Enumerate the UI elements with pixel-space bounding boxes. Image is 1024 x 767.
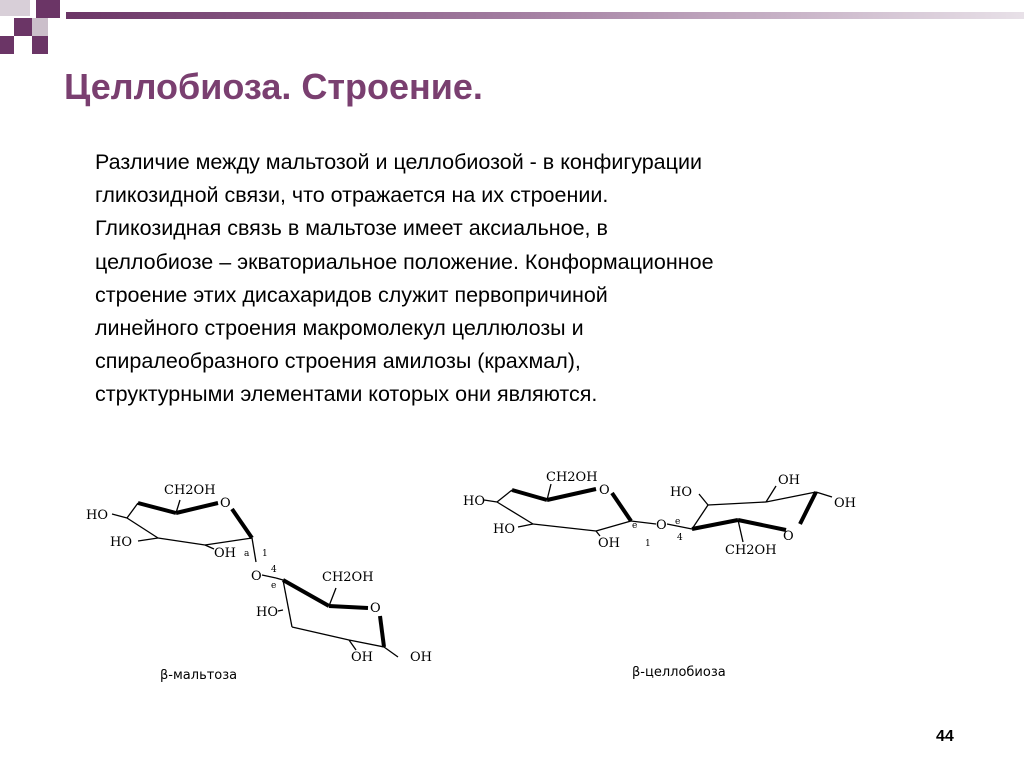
maltose-four: 4 bbox=[271, 565, 277, 575]
cellobiose-ho-1: HO bbox=[463, 494, 485, 509]
maltose-labels bbox=[86, 483, 432, 683]
maltose-ring-o-bottom: O bbox=[370, 601, 381, 616]
maltose-ch2oh-bottom: CH2OH bbox=[322, 570, 374, 585]
maltose-one: 1 bbox=[262, 549, 268, 559]
maltose-caption: β-мальтоза bbox=[160, 668, 238, 683]
cellobiose-oh-left: OH bbox=[598, 536, 620, 551]
cellobiose-e-1: e bbox=[632, 521, 638, 531]
body-line: спиралеобразного строения амилозы (крахмал), bbox=[95, 349, 581, 374]
cellobiose-four: 4 bbox=[677, 533, 683, 543]
cellobiose-oh-right: OH bbox=[834, 496, 856, 511]
maltose-ho-1: HO bbox=[86, 508, 108, 523]
body-line: целлобиозе – экваториальное положение. Конформационное bbox=[95, 249, 714, 274]
cellobiose-caption: β-целлобиоза bbox=[632, 665, 726, 680]
maltose-oh-end: OH bbox=[410, 650, 432, 665]
cellobiose-ch2oh-right: CH2OH bbox=[725, 543, 777, 558]
maltose-ch2oh-top: CH2OH bbox=[164, 483, 216, 498]
body-line: Различие между мальтозой и целлобиозой - в конфигурации bbox=[95, 150, 702, 174]
maltose-ho-3: HO bbox=[256, 605, 278, 620]
cellobiose-ho-3: HO bbox=[670, 485, 692, 500]
maltose-oh-a: OH bbox=[214, 546, 236, 561]
cellobiose-bridge-o: O bbox=[656, 518, 667, 533]
cellobiose-ho-2: HO bbox=[493, 522, 515, 537]
cellobiose-structure bbox=[484, 484, 832, 542]
cellobiose-one: 1 bbox=[645, 539, 651, 549]
maltose-ring-o-top: O bbox=[220, 496, 231, 511]
body-line: Гликозидная связь в мальтозе имеет аксиальное, в bbox=[95, 216, 608, 241]
cellobiose-e-2: e bbox=[675, 517, 681, 527]
maltose-a-mark: a bbox=[244, 549, 250, 559]
body-line: строение этих дисахаридов служит первопричиной bbox=[95, 282, 608, 307]
cellobiose-oh-top: OH bbox=[778, 473, 800, 488]
body-line: структурными элементами которых они являются. bbox=[95, 382, 598, 407]
cellobiose-ch2oh-left: CH2OH bbox=[546, 470, 598, 485]
slide-title: Целлобиоза. Строение. bbox=[64, 66, 483, 107]
cellobiose-ring-o-left: O bbox=[599, 483, 610, 498]
maltose-oh-bottom: OH bbox=[351, 650, 373, 665]
maltose-bridge-o: O bbox=[251, 569, 262, 584]
page-number: 44 bbox=[936, 728, 954, 745]
maltose-ho-2: HO bbox=[110, 535, 132, 550]
body-line: линейного строения макромолекул целлюлозы и bbox=[95, 316, 584, 341]
maltose-e-mark: e bbox=[271, 581, 277, 591]
cellobiose-labels bbox=[463, 470, 856, 680]
body-line: гликозидной связи, что отражается на их строении. bbox=[95, 183, 609, 208]
cellobiose-ring-o-right: O bbox=[783, 529, 794, 544]
